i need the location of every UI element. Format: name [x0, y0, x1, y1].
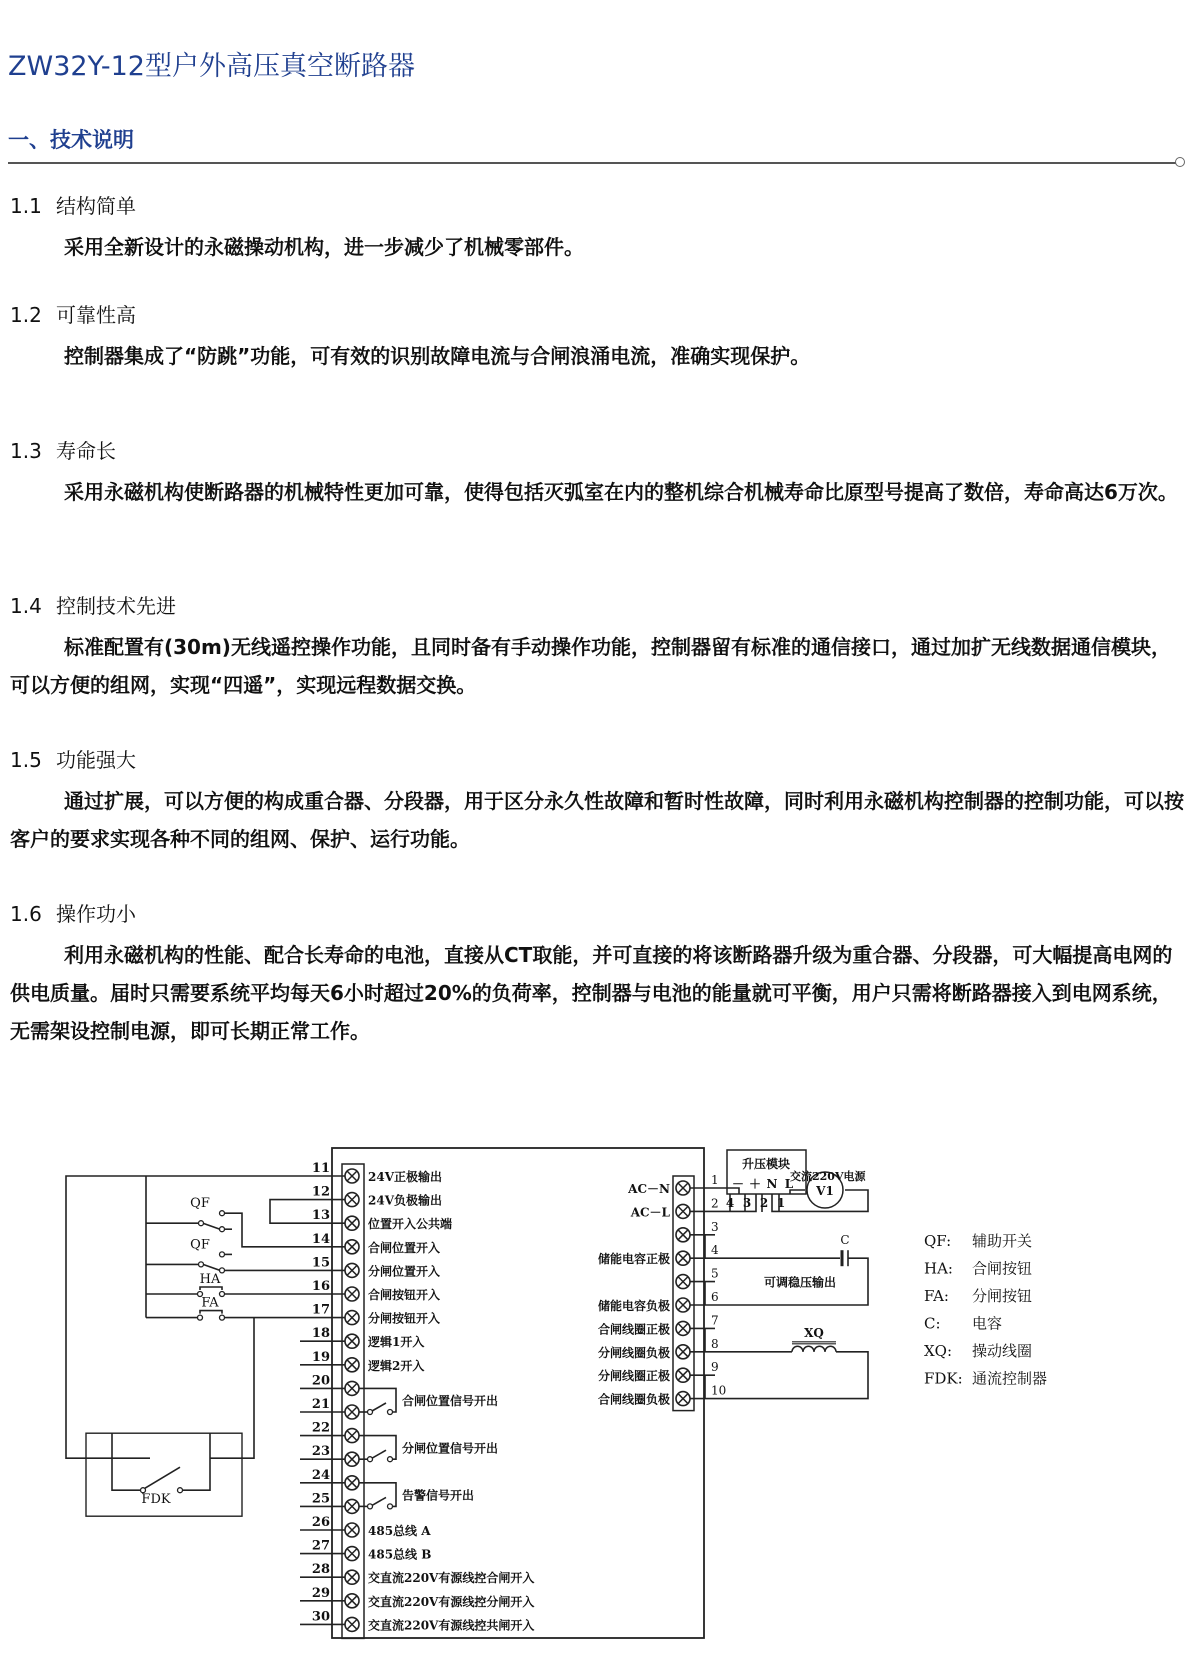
terminal-label: 储能电容负极: [597, 1299, 670, 1313]
fdk-wire-left: [112, 1433, 140, 1490]
legend-desc: 合闸按钮: [972, 1259, 1033, 1278]
terminal-label: 交直流220V有源线控分闸开入: [368, 1594, 535, 1609]
relay-output-label: 合闸位置信号开出: [402, 1394, 499, 1409]
legend-desc: 电容: [972, 1314, 1003, 1333]
terminal-number: 27: [311, 1538, 330, 1554]
relay-contact-blade: [372, 1497, 386, 1505]
meter-label: V1: [816, 1184, 834, 1198]
terminal-label: 合闸位置开入: [368, 1240, 441, 1255]
terminal-label: 485总线 A: [368, 1524, 431, 1538]
item-heading: [10, 192, 1190, 220]
terminal-number: 13: [311, 1208, 330, 1224]
relay-output-label: 告警信号开出: [402, 1488, 475, 1503]
ha-button-icon: [200, 1287, 222, 1290]
contact-node: [198, 1315, 203, 1320]
contact-node: [368, 1410, 373, 1415]
coil-label: XQ: [804, 1325, 824, 1340]
coil-wire-out: [715, 1352, 868, 1399]
terminal-number: 6: [711, 1290, 719, 1304]
terminal-label: 合闸线圈负极: [597, 1392, 670, 1407]
terminal-number: 3: [711, 1219, 719, 1234]
coil-icon: [814, 1346, 825, 1352]
legend-desc: 辅助开关: [972, 1232, 1033, 1250]
terminal-number: 17: [311, 1302, 330, 1318]
ac-source-label: 交流220V电源: [790, 1170, 866, 1183]
terminal-number: 19: [311, 1349, 330, 1365]
terminal-label: 24V正极输出: [368, 1170, 443, 1184]
terminal-number: 21: [311, 1397, 330, 1412]
item-title: 操作功小: [56, 902, 136, 926]
contact-node: [178, 1488, 183, 1493]
terminal-number: 28: [311, 1562, 330, 1578]
terminal-label: 交直流220V有源线控共闸开入: [368, 1618, 535, 1633]
item-body: 采用全新设计的永磁操动机构，进一步减少了机械零部件。: [64, 235, 584, 259]
contact-node: [199, 1221, 204, 1226]
contact-node: [220, 1252, 225, 1257]
item-title: 控制技术先进: [56, 594, 176, 618]
item-number: 1.3: [10, 439, 42, 463]
legend-desc: 分闸按钮: [972, 1287, 1033, 1305]
item-heading: [10, 900, 1190, 928]
spec-item-1-1: [10, 192, 1190, 266]
spec-item-1-5: [10, 746, 1190, 858]
wiring-schematic: [0, 1140, 1200, 1660]
fdk-switch-blade: [145, 1467, 180, 1488]
item-number: 1.4: [10, 594, 42, 618]
terminal-number: 4: [711, 1243, 719, 1258]
terminal-number: 5: [711, 1266, 719, 1281]
terminal-label: 位置开入公共端: [368, 1217, 453, 1232]
terminal-label: 逻辑2开入: [368, 1358, 425, 1373]
boost-module-pin: －: [731, 1177, 745, 1191]
terminal-label: AC－N: [628, 1182, 670, 1196]
relay-output-label: 分闸位置信号开出: [402, 1441, 499, 1456]
terminal-number: 24: [311, 1467, 330, 1483]
item-number: 1.6: [10, 902, 42, 926]
terminal-number: 22: [311, 1420, 330, 1436]
contact-node: [368, 1504, 373, 1509]
terminal-number: 8: [711, 1336, 719, 1351]
capacitor-label: C: [840, 1233, 850, 1248]
legend-code: FA:: [924, 1287, 949, 1305]
item-number: 1.1: [10, 194, 42, 218]
fdk-label: FDK: [141, 1492, 171, 1508]
terminal-number: 26: [311, 1515, 330, 1530]
fdk-wire-right: [183, 1433, 210, 1490]
terminal-number: 11: [311, 1161, 330, 1176]
terminal-number: 16: [311, 1279, 330, 1294]
item-body: 采用永磁机构使断路器的机械特性更加可靠，使得包括灭弧室在内的整机综合机械寿命比原型号提高了数倍，寿命高达6万次。: [64, 480, 1178, 504]
spec-item-1-2: [10, 301, 1190, 375]
item-number: 1.2: [10, 303, 42, 327]
item-body: 通过扩展，可以方便的构成重合器、分段器，用于区分永久性故障和暂时性故障，同时利用永磁机构控制器的控制功能，可以按客户的要求实现各种不同的组网、保护、运行功能。: [10, 789, 1184, 851]
legend-desc: 通流控制器: [972, 1369, 1048, 1388]
spec-item-1-6: [10, 900, 1190, 1050]
document-title: ZW32Y-12型户外高压真空断路器: [8, 51, 415, 82]
ha-label: HA: [199, 1272, 221, 1287]
boost-module-pin-number: 3: [742, 1196, 752, 1210]
coil-icon: [803, 1346, 814, 1352]
terminal-number: 9: [711, 1360, 719, 1375]
contact-node: [199, 1262, 204, 1267]
contact-node: [220, 1227, 225, 1232]
relay-contact-blade: [372, 1450, 386, 1458]
boost-module-pin-number: 4: [725, 1196, 735, 1210]
terminal-number: 25: [311, 1491, 330, 1507]
item-number: 1.5: [10, 748, 42, 772]
legend-desc: 操动线圈: [972, 1342, 1033, 1360]
fa-label: FA: [201, 1295, 219, 1311]
contact-node: [388, 1457, 393, 1462]
terminal-number: 14: [311, 1231, 330, 1247]
terminal-label: 合闸线圈正极: [597, 1322, 670, 1337]
divider-end-circle-icon: [1175, 157, 1185, 167]
item-heading: [10, 301, 1190, 329]
terminal-label: 24V负极输出: [368, 1193, 443, 1208]
qf1-out: [224, 1213, 300, 1247]
legend-code: XQ:: [924, 1342, 953, 1360]
terminal-number: 30: [311, 1609, 330, 1625]
contact-node: [220, 1211, 225, 1216]
contact-node: [388, 1504, 393, 1509]
regulated-output-label: 可调稳压输出: [763, 1275, 837, 1290]
terminal-number: 15: [311, 1255, 330, 1271]
terminal-label: 逻辑1开入: [368, 1335, 425, 1350]
terminal-number: 2: [711, 1196, 719, 1211]
item-body: 控制器集成了“防跳”功能，可有效的识别故障电流与合闸浪涌电流，准确实现保护。: [64, 344, 811, 368]
terminal-number: 29: [311, 1585, 330, 1601]
boost-module-title: 升压模块: [741, 1157, 791, 1171]
terminal-label: 储能电容正极: [597, 1252, 670, 1267]
terminal-number: 7: [711, 1313, 719, 1328]
coil-icon: [825, 1346, 836, 1352]
item-heading: [10, 592, 1190, 620]
qf1-blade: [203, 1223, 220, 1229]
left-terminal-strip: [342, 1164, 364, 1638]
terminal-number: 10: [711, 1383, 727, 1398]
qf2-blade: [203, 1264, 220, 1270]
item-body: 标准配置有(30m)无线遥控操作功能，且同时备有手动操作功能，控制器留有标准的通信接口，通过加扩无线数据通信模块，可以方便的组网，实现“四遥”，实现远程数据交换。: [10, 635, 1171, 697]
legend-code: QF:: [924, 1232, 952, 1250]
spec-item-1-4: [10, 592, 1190, 704]
item-title: 结构简单: [56, 194, 136, 218]
item-title: 可靠性高: [56, 303, 136, 327]
contact-node: [388, 1410, 393, 1415]
terminal-label: 分闸线圈负极: [597, 1345, 670, 1360]
boost-module-pin-number: 1: [776, 1196, 786, 1210]
item-title: 功能强大: [56, 748, 136, 772]
contact-node: [220, 1315, 225, 1320]
section-heading: 一、技术说明: [8, 128, 134, 152]
legend-code: C:: [924, 1314, 941, 1333]
terminal-label: 交直流220V有源线控合闸开入: [368, 1571, 535, 1586]
qf2-label: QF: [190, 1237, 210, 1253]
legend-code: FDK:: [924, 1369, 963, 1388]
terminal-label: 分闸线圈正极: [597, 1369, 670, 1384]
jumper-12-13: [270, 1200, 300, 1224]
terminal-number: 23: [311, 1444, 330, 1460]
contact-node: [368, 1457, 373, 1462]
terminal-number: 12: [311, 1184, 330, 1200]
terminal-number: 18: [311, 1326, 330, 1342]
boost-module-pin-number: 2: [759, 1196, 769, 1210]
item-heading: [10, 746, 1190, 774]
item-title: 寿命长: [56, 439, 116, 463]
relay-contact-blade: [372, 1403, 386, 1411]
terminal-label: 485总线 B: [368, 1547, 432, 1562]
boost-module-pin: L: [784, 1177, 794, 1191]
legend-code: HA:: [924, 1259, 953, 1278]
qf1-label: QF: [190, 1196, 210, 1212]
contact-node: [220, 1292, 225, 1297]
item-body: 利用永磁机构的性能、配合长寿命的电池，直接从CT取能，并可直接的将该断路器升级为重合器、分段器，可大幅提高电网的供电质量。届时只需要系统平均每天6小时超过20%的负荷率，控制器与电池的能量就可平衡，用户只需将断路器接入到电网系统，无需架设控制电源，即可长期正常工作。: [10, 943, 1173, 1043]
terminal-label: 分闸按钮开入: [368, 1311, 441, 1326]
terminal-number: 20: [311, 1373, 330, 1389]
terminal-number: 1: [711, 1173, 719, 1187]
section-divider: [8, 162, 1178, 164]
terminal-label: 分闸位置开入: [368, 1264, 441, 1279]
terminal-label: 合闸按钮开入: [368, 1288, 441, 1302]
item-heading: [10, 437, 1190, 465]
terminal-label: AC－L: [630, 1205, 670, 1220]
spec-item-1-3: [10, 437, 1190, 511]
boost-module-pin: ＋: [748, 1177, 762, 1191]
coil-icon: [792, 1346, 803, 1352]
boost-module-pin: N: [766, 1177, 778, 1191]
fdk-return-wire: [210, 1318, 254, 1459]
fa-button-icon: [200, 1311, 222, 1314]
